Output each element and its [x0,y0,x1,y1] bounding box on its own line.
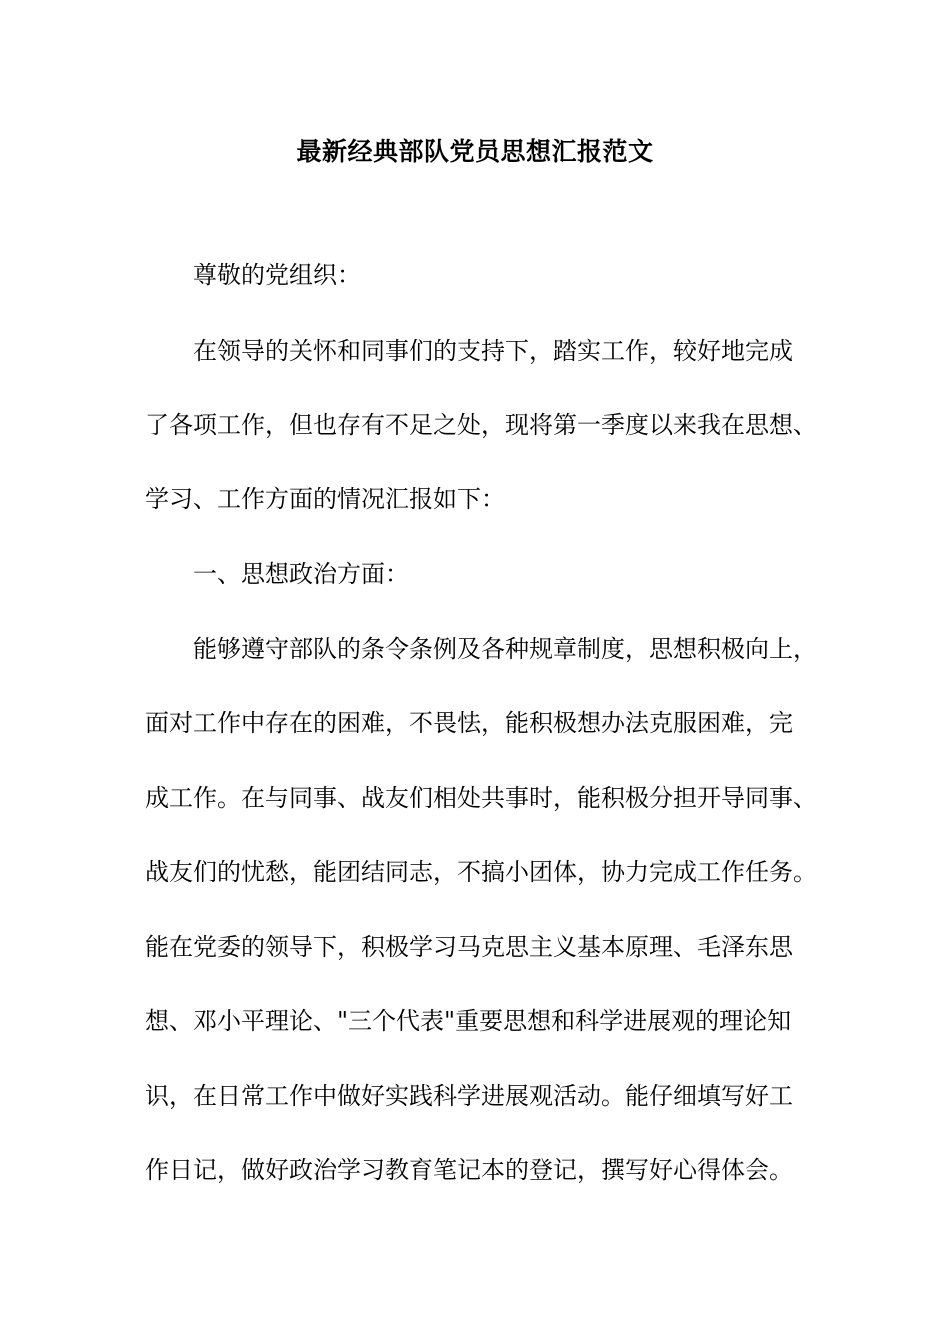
paragraph-line: 面对工作中存在的困难，不畏怯，能积极想办法克服困难，完 [145,709,793,737]
paragraph-line: 能在党委的领导下，积极学习马克思主义基本原理、毛泽东思 [145,933,793,961]
paragraph-line: 了各项工作，但也存有不足之处，现将第一季度以来我在思想、 [145,411,817,439]
section-heading: 一、思想政治方面： [193,560,409,588]
paragraph-line: 在领导的关怀和同事们的支持下，踏实工作，较好地完成 [193,337,793,365]
paragraph-line: 成工作。在与同事、战友们相处共事时，能积极分担开导同事、 [145,784,817,812]
salutation: 尊敬的党组织： [193,261,361,289]
paragraph-line: 战友们的忧愁，能团结同志，不搞小团体，协力完成工作任务。 [145,858,817,886]
paragraph-line: 学习、工作方面的情况汇报如下： [145,485,505,513]
paragraph-line: 识，在日常工作中做好实践科学进展观活动。能仔细填写好工 [145,1082,793,1110]
paragraph-line: 想、邓小平理论、"三个代表"重要思想和科学进展观的理论知 [145,1007,792,1035]
document-title: 最新经典部队党员思想汇报范文 [296,137,654,166]
paragraph-line: 作日记，做好政治学习教育笔记本的登记，撰写好心得体会。 [145,1156,793,1184]
paragraph-line: 能够遵守部队的条令条例及各种规章制度，思想积极向上， [193,635,817,663]
